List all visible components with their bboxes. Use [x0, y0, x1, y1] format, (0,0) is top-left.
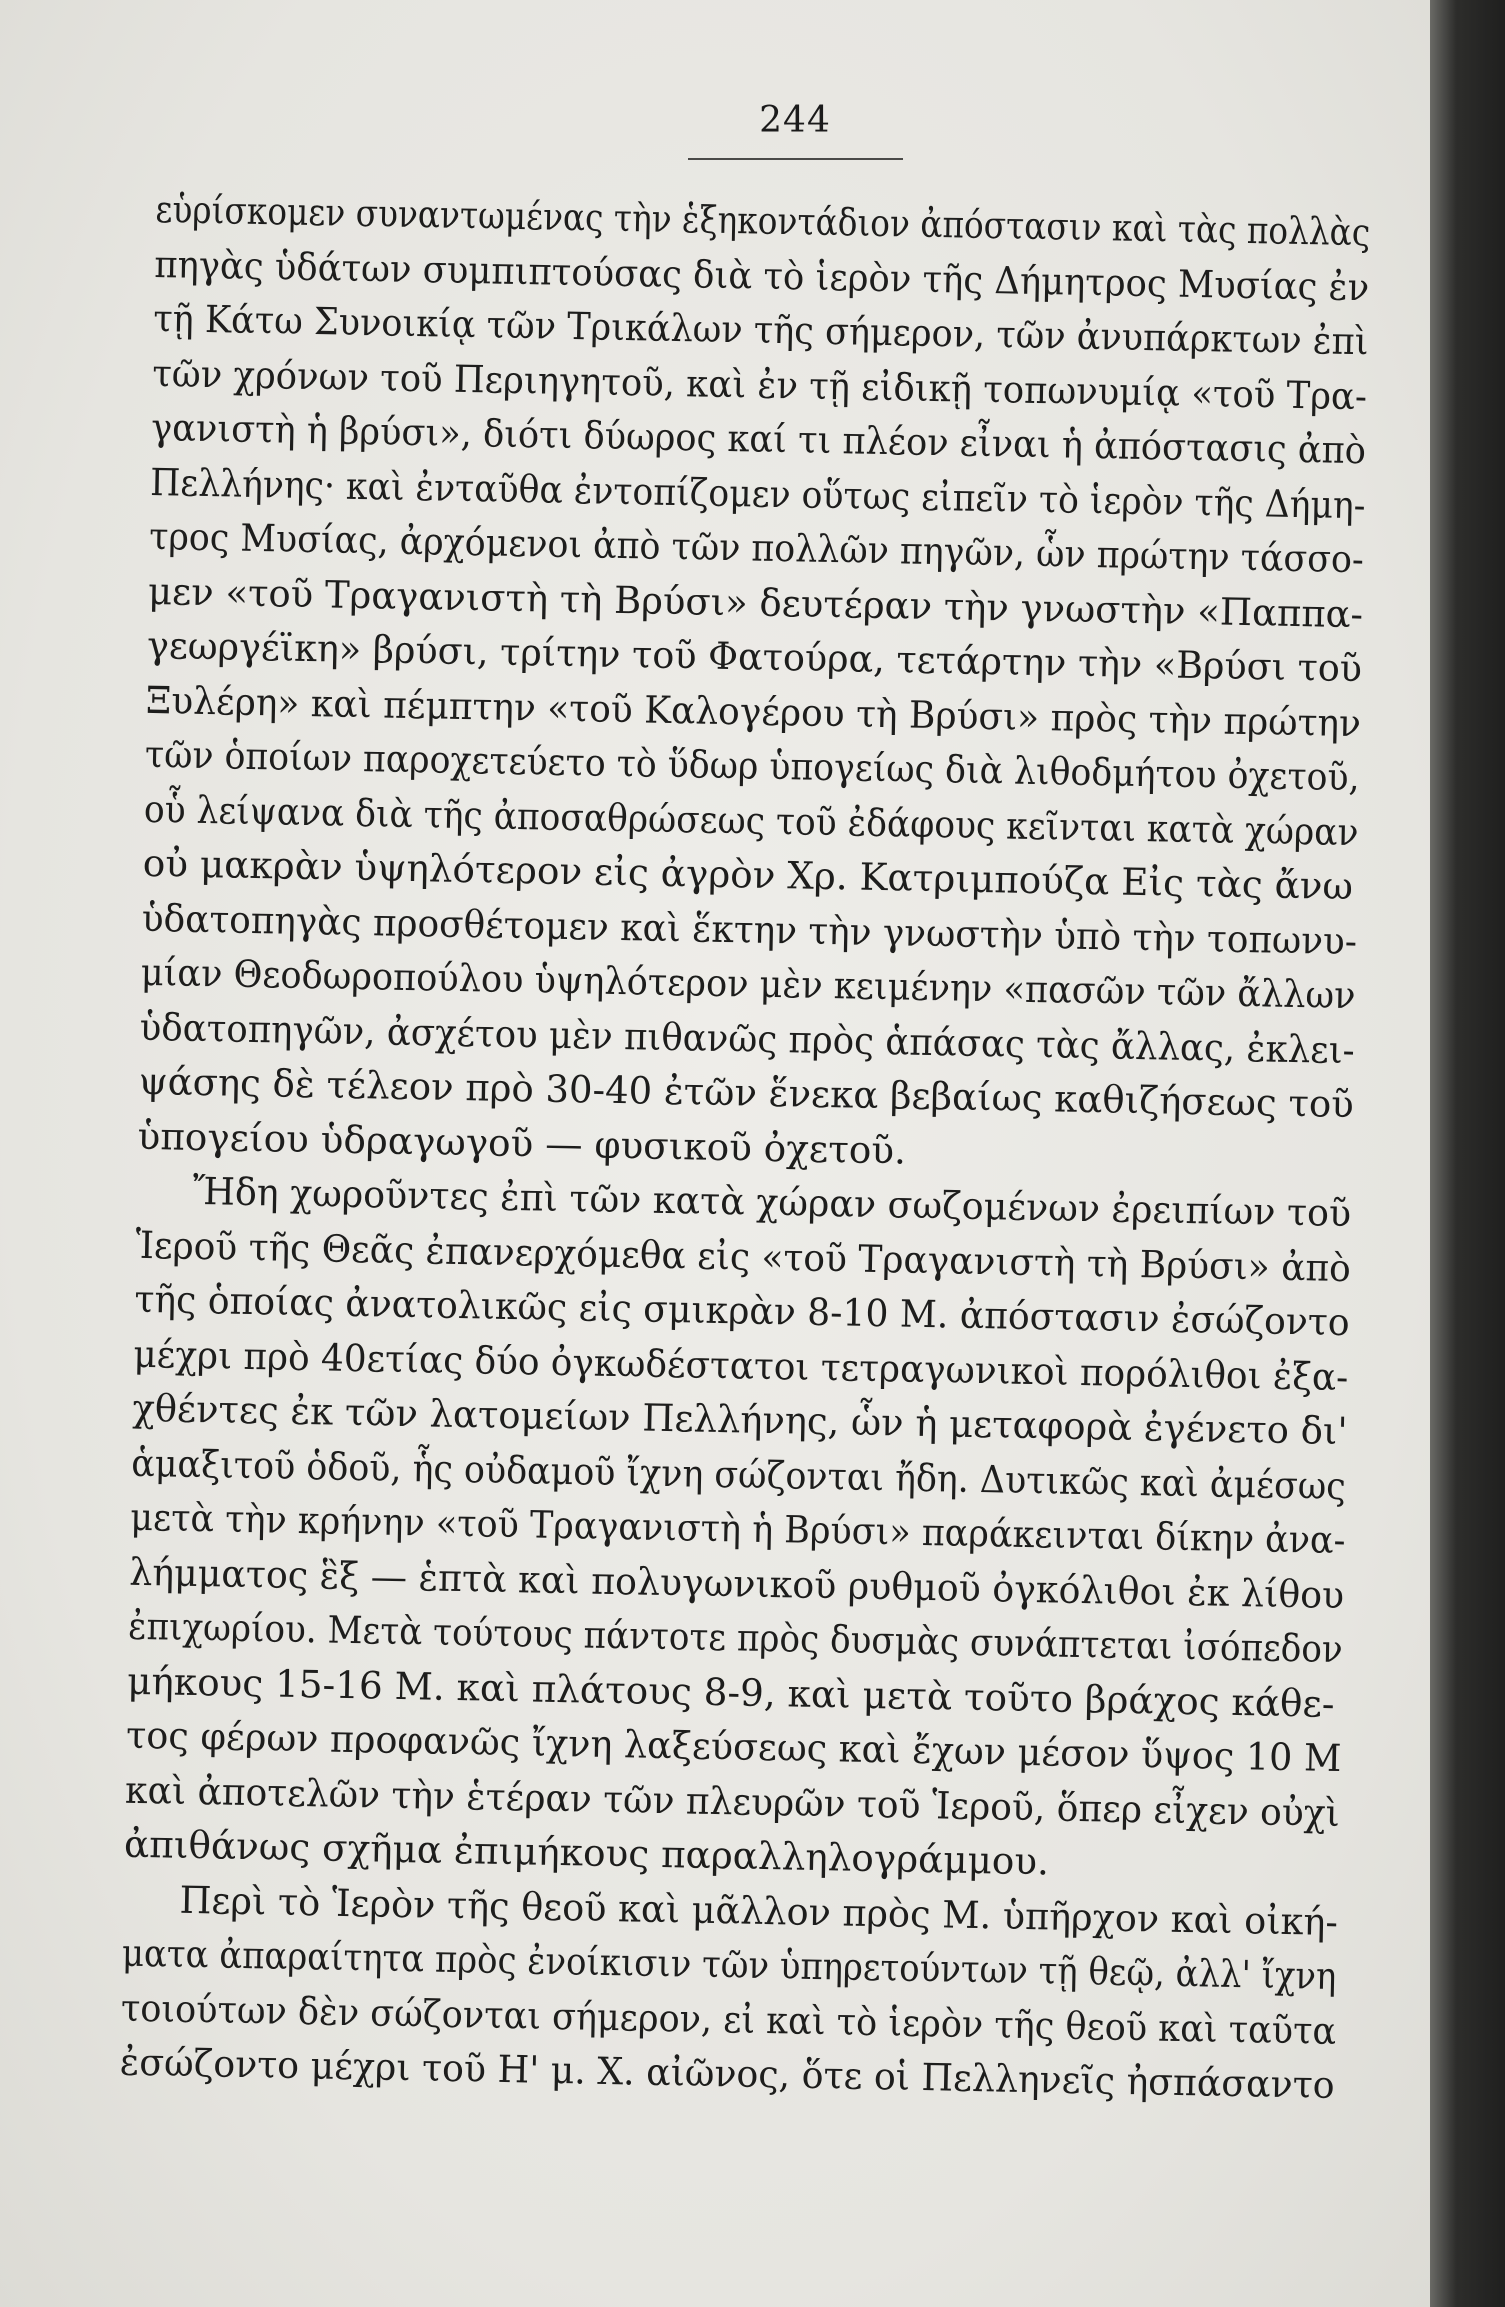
paragraph-1 — [137, 182, 1376, 1186]
text-line: καὶ ἀποτελῶν τὴν ἑτέραν τῶν πλευρῶν τοῦ Ἱεροῦ, ὅπερ εἶχεν οὐχὶ — [124, 1767, 1341, 1835]
text-line: τρος Μυσίας, ἀρχόμενοι ἀπὸ τῶν πολλῶν πηγῶν, ὧν πρώτην τάσσο- — [148, 513, 1365, 582]
text-line: οὐ μακρὰν ὑψηλότερον εἰς ἀγρὸν Χρ. Κατριμπούζα Εἰς τὰς ἄνω — [142, 840, 1354, 909]
text-line: τῇ Κάτω Συνοικίᾳ τῶν Τρικάλων τῆς σήμερον, τῶν ἀνυπάρκτων ἐπὶ — [152, 295, 1369, 364]
text-line: μήκους 15-16 Μ. καὶ πλάτους 8-9, καὶ μετὰ τοῦτο βράχος κάθε- — [126, 1658, 1335, 1726]
page-number: 244 — [759, 100, 831, 141]
text-line: τῆς ὁποίας ἀνατολικῶς εἰς σμικρὰν 8-10 Μ. ἀπόστασιν ἐσώζοντο — [134, 1276, 1351, 1345]
text-line: ὑδατοπηγῶν, ἀσχέτου μὲν πιθανῶς πρὸς ἁπάσας τὰς ἄλλας, ἐκλει- — [139, 1004, 1356, 1072]
book-edge-shadow — [1430, 0, 1505, 2307]
text-line: λήμματος ἓξ — ἑπτὰ καὶ πολυγωνικοῦ ρυθμοῦ ὀγκόλιθοι ἐκ λίθου — [128, 1549, 1345, 1617]
text-line: Ἱεροῦ τῆς Θεᾶς ἐπανερχόμεθα εἰς «τοῦ Τραγανιστὴ τὴ Βρύσι» ἀπὸ — [135, 1222, 1352, 1290]
text-line: Πελλήνης· καὶ ἐνταῦθα ἐντοπίζομεν οὕτως εἰπεῖν τὸ ἱερὸν τῆς Δήμη- — [149, 459, 1366, 527]
text-line: τῶν ὁποίων παροχετεύετο τὸ ὕδωρ ὑπογείως διὰ λιθοδμήτου ὀχετοῦ, — [144, 731, 1361, 800]
text-line: ἐσώζοντο μέχρι τοῦ Η' μ. Χ. αἰῶνος, ὅτε οἱ Πελληνεῖς ἠσπάσαντο — [119, 2039, 1336, 2107]
header-rule — [688, 158, 903, 160]
text-line: ἐπιχωρίου. Μετὰ τούτους πάντοτε πρὸς δυσμὰς συνάπτεται ἰσόπεδον — [127, 1603, 1344, 1672]
text-line: μίαν Θεοδωροπούλου ὑψηλότερον μὲν κειμένην «πασῶν τῶν ἄλλων — [140, 949, 1356, 1018]
text-line: γεωργέϊκη» βρύσι, τρίτην τοῦ Φατούρα, τετάρτην τὴν «Βρύσι τοῦ — [146, 622, 1363, 691]
text-line: ἁμαξιτοῦ ὁδοῦ, ἧς οὐδαμοῦ ἴχνη σώζονται ἤδη. Δυτικῶς καὶ ἀμέσως — [130, 1440, 1347, 1508]
text-line: ἀπιθάνως σχῆμα ἐπιμήκους παραλληλογράμμου. — [123, 1821, 1050, 1884]
text-line: τοιούτων δὲν σώζονται σήμερον, εἰ καὶ τὸ ἱερὸν τῆς θεοῦ καὶ ταῦτα — [120, 1985, 1337, 2053]
text-line: ψάσης δὲ τέλεον πρὸ 30-40 ἐτῶν ἕνεκα βεβαίως καθιζήσεως τοῦ — [138, 1058, 1355, 1127]
text-line: χθέντες ἐκ τῶν λατομείων Πελλήνης, ὧν ἡ μεταφορὰ ἐγένετο δι' — [132, 1385, 1348, 1454]
text-line: ὑδατοπηγὰς προσθέτομεν καὶ ἕκτην τὴν γνωστὴν ὑπὸ τὴν τοπωνυ- — [141, 895, 1358, 963]
paragraph-2 — [124, 1163, 1357, 1895]
text-line: εὑρίσκομεν συναντωμένας τὴν ἑξηκοντάδιον ἀπόστασιν καὶ τὰς πολλὰς — [155, 186, 1371, 255]
text-line: πηγὰς ὑδάτων συμπιπτούσας διὰ τὸ ἱερὸν τῆς Δήμητρος Μυσίας ἐν — [154, 241, 1370, 309]
text-line: Ἤδη χωροῦντες ἐπὶ τῶν κατὰ χώραν σωζομένων ἐρειπίων τοῦ — [192, 1168, 1352, 1236]
text-line: Περὶ τὸ Ἱερὸν τῆς θεοῦ καὶ μᾶλλον πρὸς Μ. ὑπῆρχον καὶ οἰκή- — [179, 1877, 1339, 1944]
text-line: μεν «τοῦ Τραγανιστὴ τὴ Βρύσι» δευτέραν τὴν γνωστὴν «Παππα- — [147, 568, 1364, 636]
text-line: γανιστὴ ἡ βρύσι», διότι δύωρος καί τι πλέον εἶναι ἡ ἀπόστασις ἀπὸ — [150, 404, 1367, 473]
page-body — [119, 182, 1375, 2113]
text-line: ὑπογείου ὑδραγωγοῦ — φυσικοῦ ὀχετοῦ. — [137, 1113, 907, 1173]
paragraph-3 — [119, 1871, 1343, 2112]
text-line: τος φέρων προφανῶς ἴχνη λαξεύσεως καὶ ἔχων μέσον ὕψος 10 Μ — [125, 1712, 1342, 1781]
text-line: Ξυλέρη» καὶ πέμπτην «τοῦ Καλογέρου τὴ Βρύσι» πρὸς τὴν πρώτην — [145, 677, 1362, 745]
text-line: οὗ λείψανα διὰ τῆς ἀποσαθρώσεως τοῦ ἐδάφους κεῖνται κατὰ χώραν — [143, 786, 1359, 854]
text-line: ματα ἀπαραίτητα πρὸς ἐνοίκισιν τῶν ὑπηρετούντων τῇ θεῷ, ἀλλ' ἴχνη — [121, 1930, 1337, 1998]
text-line: τῶν χρόνων τοῦ Περιηγητοῦ, καὶ ἐν τῇ εἰδικῇ τοπωνυμίᾳ «τοῦ Τρα- — [151, 350, 1368, 418]
text-line: μέχρι πρὸ 40ετίας δύο ὀγκωδέστατοι τετραγωνικοὶ πορόλιθοι ἐξα- — [133, 1331, 1349, 1399]
text-line: μετὰ τὴν κρήνην «τοῦ Τραγανιστὴ ἡ Βρύσι» παράκεινται δίκην ἀνα- — [129, 1494, 1346, 1563]
